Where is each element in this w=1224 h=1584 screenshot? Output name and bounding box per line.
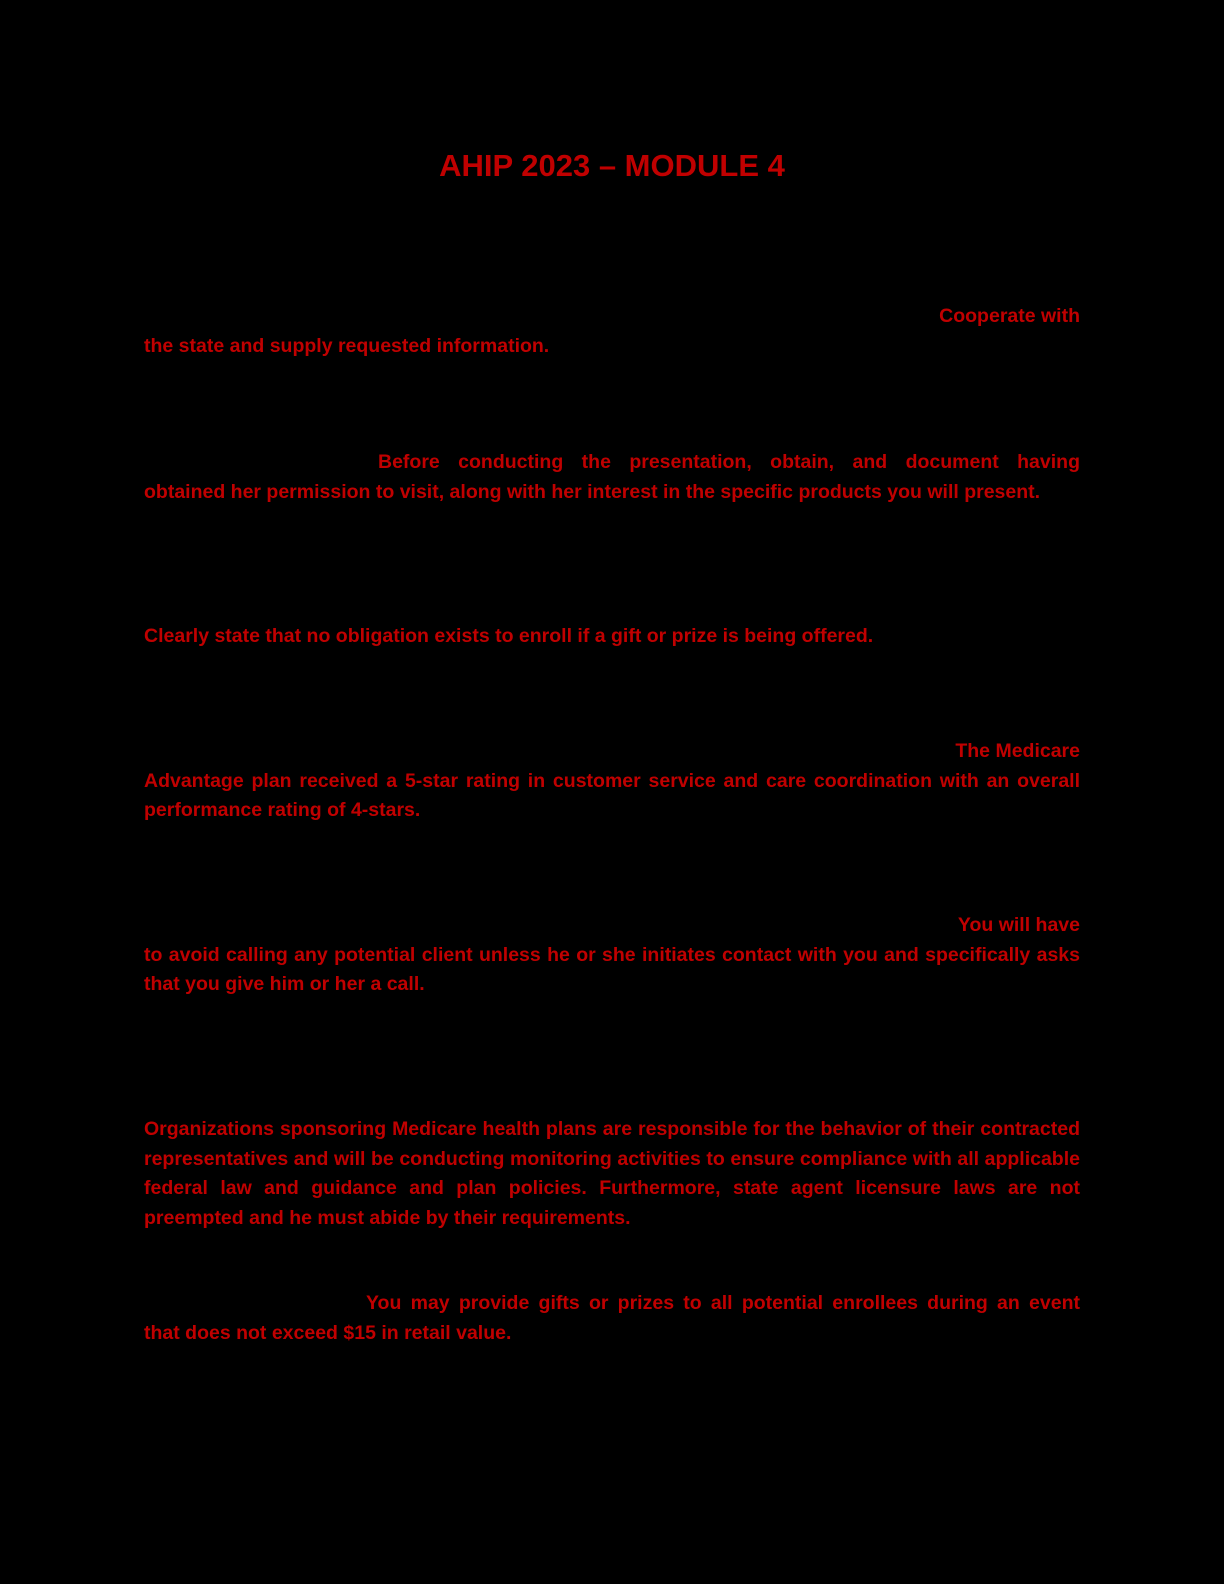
answer-text-3: Clearly state that no obligation exists to enroll if a gift or prize is being offered.: [144, 625, 874, 647]
answer-paragraph-6: [144, 1115, 1080, 1233]
answer-paragraph-3: [144, 622, 1080, 652]
answer-lead-2: Before conducting the presentation, obtain, and document having: [378, 451, 1080, 473]
answer-text-6: Organizations sponsoring Medicare health plans are responsible for the behavior of their contracted representatives and will be conducting monitoring activities to ensure compliance with all applicable federal law and guidance and plan policies. Furthermore, state agent licensure laws are not preempted and he must abide by their requirements.: [144, 1118, 1080, 1229]
answer-paragraph-7: [144, 1289, 1080, 1348]
answer-text-1: the state and supply requested information.: [144, 334, 550, 357]
answer-paragraph-5: [144, 911, 1080, 1000]
answer-paragraph-2: [144, 448, 1080, 507]
answer-lead-1: Cooperate with: [939, 305, 1080, 327]
answer-lead-7: You may provide gifts or prizes to all potential enrollees during an event: [366, 1292, 1080, 1314]
answer-lead-5: You will have: [957, 914, 1080, 936]
page-title: AHIP 2023 – MODULE 4: [439, 148, 785, 183]
answer-text-4: Advantage plan received a 5-star rating in customer service and care coordination with an overall performance rating of 4-stars.: [144, 769, 1080, 821]
answer-text-2: obtained her permission to visit, along with her interest in the specific products you will present.: [144, 480, 1041, 503]
answer-lead-4: The Medicare: [955, 740, 1080, 762]
answer-text-7: that does not exceed $15 in retail value.: [144, 1321, 512, 1344]
answer-text-5: to avoid calling any potential client unless he or she initiates contact with you and specifically asks that you give him or her a call.: [144, 943, 1080, 995]
answer-paragraph-1: [144, 302, 1080, 361]
answer-paragraph-4: [144, 737, 1080, 826]
